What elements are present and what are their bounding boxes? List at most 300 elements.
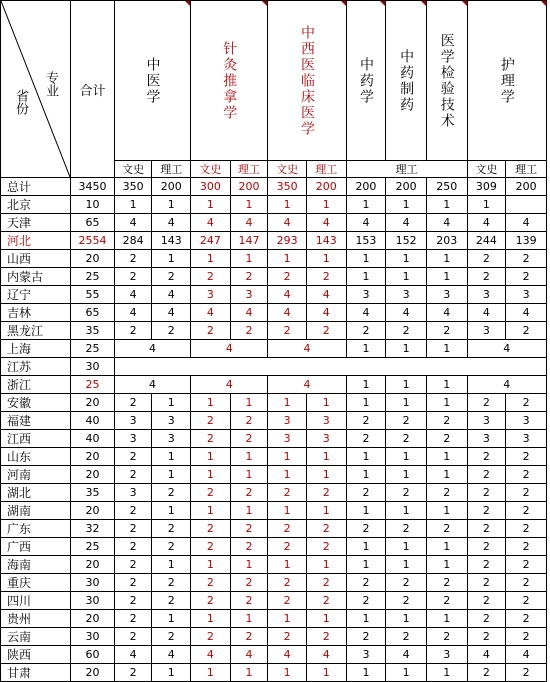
value-cell: 2 [426, 628, 467, 646]
value-cell: 1 [114, 196, 152, 214]
value-cell: 2 [114, 628, 152, 646]
value-cell: 4 [191, 214, 231, 232]
comment-marker [541, 1, 546, 6]
value-cell: 4 [386, 214, 427, 232]
value-cell: 2 [268, 538, 307, 556]
total-cell: 30 [71, 358, 115, 376]
value-cell: 2 [191, 430, 231, 448]
comment-marker [185, 1, 190, 6]
value-cell: 1 [346, 340, 386, 358]
value-cell: 1 [426, 250, 467, 268]
value-cell: 4 [506, 646, 547, 664]
value-cell: 2 [467, 448, 506, 466]
table-row [1, 232, 547, 250]
value-cell: 1 [426, 610, 467, 628]
total-cell: 20 [71, 448, 115, 466]
value-cell: 2 [191, 412, 231, 430]
value-cell: 1 [152, 556, 191, 574]
merged-cell: 4 [268, 376, 346, 394]
value-cell: 2 [306, 538, 346, 556]
value-cell: 3 [506, 430, 547, 448]
value-cell: 4 [268, 286, 307, 304]
value-cell: 4 [426, 214, 467, 232]
province-cell: 福建 [1, 412, 71, 430]
value-cell: 2 [268, 520, 307, 538]
value-cell: 1 [191, 556, 231, 574]
value-cell: 2 [306, 592, 346, 610]
value-cell: 2 [506, 322, 547, 340]
subject-header: 文史 [268, 161, 307, 178]
province-cell: 四川 [1, 592, 71, 610]
value-cell: 1 [230, 394, 268, 412]
value-cell: 200 [152, 178, 191, 196]
value-cell: 2 [114, 574, 152, 592]
value-cell: 2 [114, 538, 152, 556]
value-cell: 300 [191, 178, 231, 196]
value-cell: 3 [230, 286, 268, 304]
corner-header [1, 1, 71, 178]
value-cell: 2 [230, 430, 268, 448]
value-cell: 203 [426, 232, 467, 250]
value-cell: 1 [426, 394, 467, 412]
value-cell: 1 [306, 466, 346, 484]
value-cell: 2 [114, 268, 152, 286]
province-cell: 云南 [1, 628, 71, 646]
value-cell: 250 [426, 178, 467, 196]
value-cell: 1 [346, 538, 386, 556]
value-cell: 2 [506, 592, 547, 610]
value-cell: 2 [467, 556, 506, 574]
value-cell: 2 [426, 322, 467, 340]
total-cell: 30 [71, 628, 115, 646]
value-cell: 200 [230, 178, 268, 196]
table-row [1, 466, 547, 484]
value-cell: 2 [467, 466, 506, 484]
value-cell: 4 [386, 304, 427, 322]
value-cell: 1 [346, 664, 386, 682]
subject-header: 理工 [306, 161, 346, 178]
value-cell: 4 [346, 304, 386, 322]
value-cell: 2 [467, 250, 506, 268]
value-cell: 2 [506, 268, 547, 286]
table-row [1, 430, 547, 448]
merged-cell: 4 [268, 340, 346, 358]
value-cell: 1 [191, 250, 231, 268]
empty-cell [114, 358, 546, 376]
value-cell: 4 [152, 646, 191, 664]
value-cell: 247 [191, 232, 231, 250]
province-cell: 吉林 [1, 304, 71, 322]
value-cell: 4 [268, 214, 307, 232]
value-cell: 2 [426, 484, 467, 502]
value-cell: 2 [467, 664, 506, 682]
province-cell: 广西 [1, 538, 71, 556]
value-cell: 4 [268, 646, 307, 664]
merged-cell: 4 [191, 340, 268, 358]
value-cell: 2 [386, 484, 427, 502]
value-cell: 2 [152, 592, 191, 610]
value-cell: 1 [426, 556, 467, 574]
merged-cell: 4 [191, 376, 268, 394]
total-cell: 25 [71, 268, 115, 286]
value-cell: 3 [152, 430, 191, 448]
total-cell: 20 [71, 610, 115, 628]
subject-header: 理工 [152, 161, 191, 178]
value-cell: 1 [191, 502, 231, 520]
total-cell: 55 [71, 286, 115, 304]
value-cell: 2 [467, 520, 506, 538]
value-cell: 1 [386, 448, 427, 466]
table-row [1, 286, 547, 304]
province-cell: 湖北 [1, 484, 71, 502]
major-header [467, 1, 546, 161]
value-cell: 4 [230, 214, 268, 232]
value-cell: 1 [306, 664, 346, 682]
value-cell: 2 [191, 574, 231, 592]
value-cell: 2 [467, 502, 506, 520]
value-cell: 143 [306, 232, 346, 250]
value-cell: 4 [114, 286, 152, 304]
value-cell: 2 [230, 322, 268, 340]
province-cell: 甘肃 [1, 664, 71, 682]
value-cell: 1 [230, 196, 268, 214]
value-cell: 1 [191, 394, 231, 412]
value-cell: 1 [306, 394, 346, 412]
value-cell: 2 [306, 520, 346, 538]
value-cell: 1 [386, 664, 427, 682]
province-cell: 山东 [1, 448, 71, 466]
value-cell: 2 [152, 574, 191, 592]
total-cell: 20 [71, 394, 115, 412]
table-row [1, 448, 547, 466]
total-cell: 20 [71, 502, 115, 520]
value-cell: 2 [386, 592, 427, 610]
table-row [1, 394, 547, 412]
value-cell: 2 [191, 538, 231, 556]
value-cell: 2 [114, 610, 152, 628]
value-cell: 1 [346, 250, 386, 268]
comment-marker [341, 1, 346, 6]
value-cell: 2 [506, 250, 547, 268]
value-cell: 3 [506, 412, 547, 430]
value-cell: 2 [346, 574, 386, 592]
value-cell: 2 [191, 592, 231, 610]
value-cell: 4 [152, 214, 191, 232]
value-cell: 3 [268, 412, 307, 430]
value-cell: 3 [114, 412, 152, 430]
value-cell: 2 [114, 250, 152, 268]
value-cell: 2 [114, 664, 152, 682]
value-cell: 2 [506, 628, 547, 646]
value-cell: 4 [346, 214, 386, 232]
total-cell: 60 [71, 646, 115, 664]
value-cell: 3 [467, 430, 506, 448]
value-cell: 3 [467, 322, 506, 340]
value-cell: 1 [230, 610, 268, 628]
value-cell: 4 [467, 304, 506, 322]
value-cell: 2 [114, 502, 152, 520]
total-cell: 10 [71, 196, 115, 214]
major-label: 中西医临床医学 [299, 24, 316, 137]
value-cell: 1 [386, 610, 427, 628]
value-cell: 4 [306, 646, 346, 664]
value-cell: 1 [386, 538, 427, 556]
value-cell: 2 [467, 394, 506, 412]
value-cell: 2 [506, 610, 547, 628]
subject-header: 理工 [230, 161, 268, 178]
value-cell: 1 [386, 250, 427, 268]
table-row [1, 502, 547, 520]
value-cell: 1 [426, 448, 467, 466]
value-cell: 1 [268, 196, 307, 214]
value-cell: 1 [230, 448, 268, 466]
value-cell: 2 [386, 430, 427, 448]
table-row [1, 556, 547, 574]
value-cell: 2 [114, 592, 152, 610]
value-cell: 4 [467, 214, 506, 232]
value-cell: 2 [506, 394, 547, 412]
value-cell: 1 [191, 466, 231, 484]
value-cell: 1 [268, 664, 307, 682]
value-cell: 2 [114, 448, 152, 466]
total-cell: 2554 [71, 232, 115, 250]
value-cell: 2 [506, 538, 547, 556]
value-cell: 2 [506, 664, 547, 682]
total-cell: 25 [71, 538, 115, 556]
value-cell: 1 [191, 610, 231, 628]
value-cell: 1 [346, 556, 386, 574]
value-cell: 2 [346, 322, 386, 340]
merged-cell: 4 [467, 340, 546, 358]
province-cell: 陕西 [1, 646, 71, 664]
value-cell: 2 [268, 628, 307, 646]
table-row [1, 484, 547, 502]
value-cell: 2 [114, 466, 152, 484]
major-header [426, 1, 467, 161]
value-cell: 3 [191, 286, 231, 304]
value-cell: 200 [506, 178, 547, 196]
value-cell: 2 [467, 592, 506, 610]
value-cell: 3 [506, 286, 547, 304]
value-cell: 1 [230, 466, 268, 484]
table-row [1, 610, 547, 628]
value-cell: 3 [306, 430, 346, 448]
subject-header: 文史 [467, 161, 506, 178]
value-cell: 1 [346, 502, 386, 520]
major-label: 护理学 [498, 56, 515, 105]
value-cell: 152 [386, 232, 427, 250]
value-cell: 143 [152, 232, 191, 250]
table-row [1, 322, 547, 340]
value-cell: 1 [306, 610, 346, 628]
total-cell: 65 [71, 214, 115, 232]
value-cell: 350 [114, 178, 152, 196]
value-cell: 147 [230, 232, 268, 250]
value-cell: 2 [386, 412, 427, 430]
value-cell: 309 [467, 178, 506, 196]
value-cell: 2 [426, 430, 467, 448]
corner-major-label: 专业 [43, 71, 59, 97]
value-cell: 2 [306, 484, 346, 502]
value-cell: 2 [152, 322, 191, 340]
value-cell: 2 [230, 538, 268, 556]
value-cell: 1 [152, 250, 191, 268]
value-cell: 2 [152, 628, 191, 646]
value-cell: 2 [268, 268, 307, 286]
value-cell: 1 [268, 466, 307, 484]
province-cell: 广东 [1, 520, 71, 538]
value-cell: 2 [346, 520, 386, 538]
value-cell: 2 [191, 628, 231, 646]
value-cell: 2 [506, 574, 547, 592]
value-cell: 2 [467, 610, 506, 628]
value-cell: 1 [268, 556, 307, 574]
province-cell: 总计 [1, 178, 71, 196]
value-cell: 2 [467, 268, 506, 286]
value-cell: 2 [230, 592, 268, 610]
value-cell: 1 [426, 502, 467, 520]
value-cell: 3 [114, 484, 152, 502]
value-cell: 2 [191, 322, 231, 340]
value-cell: 1 [386, 502, 427, 520]
table-row [1, 250, 547, 268]
value-cell: 4 [306, 304, 346, 322]
value-cell: 2 [230, 484, 268, 502]
value-cell: 4 [114, 646, 152, 664]
value-cell: 139 [506, 232, 547, 250]
corner-province-label: 省份 [13, 89, 28, 115]
value-cell: 4 [306, 214, 346, 232]
value-cell: 2 [346, 430, 386, 448]
province-cell: 浙江 [1, 376, 71, 394]
value-cell: 2 [152, 520, 191, 538]
table-row [1, 646, 547, 664]
province-cell: 上海 [1, 340, 71, 358]
value-cell: 350 [268, 178, 307, 196]
value-cell: 3 [467, 412, 506, 430]
value-cell: 1 [230, 250, 268, 268]
major-header [268, 1, 346, 161]
value-cell: 2 [506, 556, 547, 574]
value-cell: 1 [386, 394, 427, 412]
value-cell: 1 [346, 610, 386, 628]
value-cell: 3 [268, 430, 307, 448]
total-cell: 30 [71, 592, 115, 610]
province-cell: 内蒙古 [1, 268, 71, 286]
major-label: 中药制药 [398, 48, 415, 113]
value-cell: 1 [426, 466, 467, 484]
value-cell: 2 [386, 574, 427, 592]
total-cell: 30 [71, 574, 115, 592]
total-header: 合计 [71, 1, 115, 178]
value-cell: 3 [346, 286, 386, 304]
value-cell: 1 [306, 196, 346, 214]
value-cell: 4 [506, 304, 547, 322]
value-cell: 3 [426, 646, 467, 664]
value-cell: 200 [306, 178, 346, 196]
value-cell: 2 [114, 394, 152, 412]
value-cell: 4 [230, 304, 268, 322]
value-cell: 2 [467, 484, 506, 502]
table-row [1, 268, 547, 286]
value-cell: 2 [506, 502, 547, 520]
value-cell: 1 [191, 664, 231, 682]
table-row [1, 538, 547, 556]
value-cell: 1 [152, 664, 191, 682]
value-cell: 2 [506, 448, 547, 466]
value-cell: 1 [386, 196, 427, 214]
value-cell: 2 [230, 628, 268, 646]
total-cell: 35 [71, 484, 115, 502]
value-cell: 1 [346, 196, 386, 214]
table-row [1, 628, 547, 646]
subject-header: 文史 [114, 161, 152, 178]
value-cell: 1 [426, 538, 467, 556]
value-cell: 2 [268, 484, 307, 502]
value-cell: 3 [346, 646, 386, 664]
province-cell: 湖南 [1, 502, 71, 520]
value-cell: 2 [230, 268, 268, 286]
value-cell: 2 [306, 628, 346, 646]
value-cell: 4 [191, 304, 231, 322]
value-cell: 4 [152, 304, 191, 322]
value-cell: 1 [346, 268, 386, 286]
value-cell: 1 [230, 502, 268, 520]
total-cell: 20 [71, 466, 115, 484]
merged-cell: 4 [114, 340, 190, 358]
table-row [1, 376, 547, 394]
value-cell: 2 [114, 520, 152, 538]
value-cell: 2 [152, 538, 191, 556]
table-row [1, 664, 547, 682]
value-cell: 2 [230, 520, 268, 538]
value-cell: 4 [152, 286, 191, 304]
value-cell: 153 [346, 232, 386, 250]
value-cell: 4 [426, 304, 467, 322]
province-cell: 河南 [1, 466, 71, 484]
value-cell [506, 196, 547, 214]
value-cell: 2 [268, 592, 307, 610]
total-cell: 25 [71, 340, 115, 358]
value-cell: 2 [346, 412, 386, 430]
province-cell: 河北 [1, 232, 71, 250]
total-cell: 20 [71, 556, 115, 574]
subject-header: 文史 [191, 161, 231, 178]
value-cell: 4 [114, 304, 152, 322]
value-cell: 4 [306, 286, 346, 304]
value-cell: 2 [346, 484, 386, 502]
value-cell: 2 [506, 520, 547, 538]
value-cell: 2 [426, 412, 467, 430]
total-cell: 3450 [71, 178, 115, 196]
value-cell: 2 [467, 628, 506, 646]
subject-header: 理工 [506, 161, 547, 178]
total-cell: 40 [71, 412, 115, 430]
value-cell: 1 [268, 502, 307, 520]
value-cell: 1 [346, 448, 386, 466]
value-cell: 1 [268, 394, 307, 412]
total-cell: 20 [71, 664, 115, 682]
value-cell: 2 [386, 322, 427, 340]
table-row [1, 340, 547, 358]
value-cell: 2 [191, 520, 231, 538]
value-cell: 1 [386, 376, 427, 394]
total-cell: 20 [71, 250, 115, 268]
comment-marker [262, 1, 267, 6]
total-cell: 65 [71, 304, 115, 322]
value-cell: 4 [191, 646, 231, 664]
value-cell: 2 [268, 574, 307, 592]
